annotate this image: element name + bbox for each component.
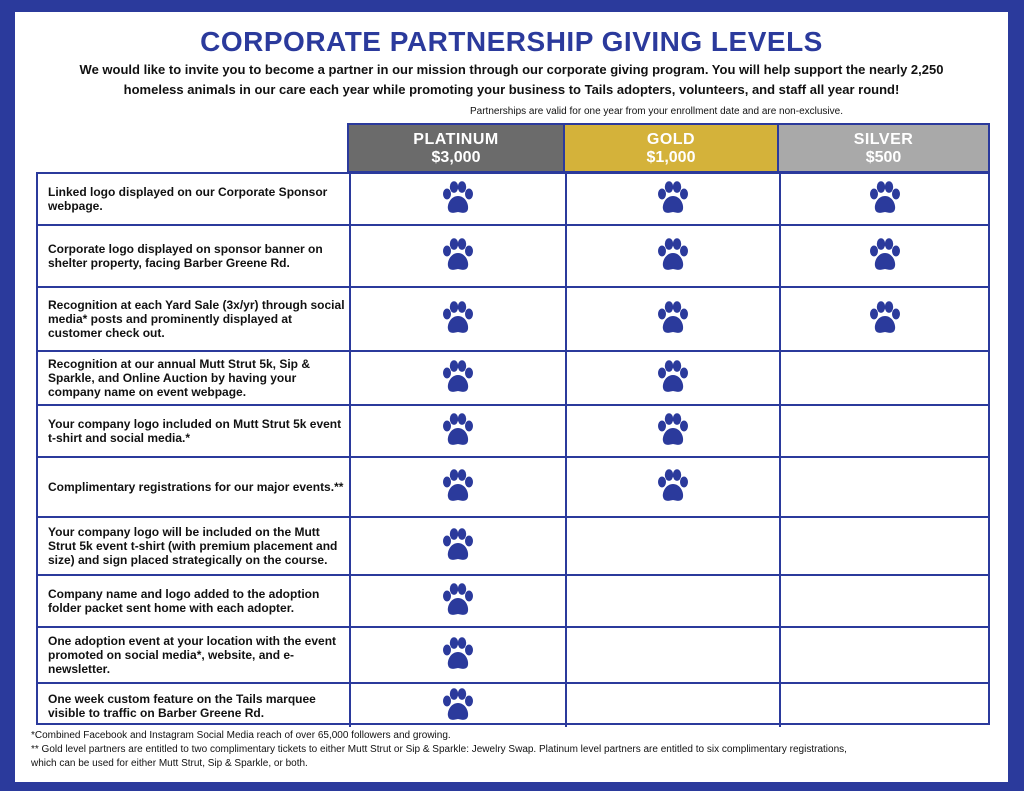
tier-cell-silver bbox=[779, 226, 988, 286]
paw-icon bbox=[438, 686, 478, 726]
tier-cell-platinum bbox=[349, 518, 565, 574]
tier-cell-silver bbox=[779, 684, 988, 727]
tier-cell-silver bbox=[779, 174, 988, 224]
paw-icon bbox=[865, 179, 905, 219]
tier-cell-platinum bbox=[349, 458, 565, 516]
paw-icon bbox=[653, 236, 693, 276]
tier-name: PLATINUM bbox=[413, 131, 499, 148]
table-row bbox=[38, 576, 988, 628]
tier-cell-platinum bbox=[349, 684, 565, 727]
table-row bbox=[38, 352, 988, 406]
paw-icon bbox=[438, 299, 478, 339]
tier-cell-gold bbox=[565, 576, 779, 626]
paw-icon bbox=[653, 358, 693, 398]
benefit-text: Corporate logo displayed on sponsor banner on shelter property, facing Barber Greene Rd. bbox=[48, 242, 323, 270]
intro-line-1: We would like to invite you to become a partner in our mission through our corporate giving program. You will help support the nearly 2,250 bbox=[79, 62, 944, 77]
footnotes bbox=[31, 729, 1001, 771]
table-row bbox=[38, 406, 988, 458]
intro-text bbox=[55, 60, 968, 100]
tier-cell-gold bbox=[565, 352, 779, 404]
benefit-text: Recognition at each Yard Sale (3x/yr) through social media* posts and prominently displayed at customer check out. bbox=[48, 298, 345, 340]
table-row bbox=[38, 684, 988, 727]
validity-note: Partnerships are valid for one year from your enrollment date and are non-exclusive. bbox=[470, 106, 843, 117]
paw-icon bbox=[865, 299, 905, 339]
tier-cell-gold bbox=[565, 406, 779, 456]
table-row bbox=[38, 288, 988, 352]
tier-price: $1,000 bbox=[646, 149, 696, 166]
tier-price: $500 bbox=[865, 149, 902, 166]
tier-cell-silver bbox=[779, 458, 988, 516]
tier-name: SILVER bbox=[853, 131, 914, 148]
tier-cell-silver bbox=[779, 518, 988, 574]
tier-header-silver bbox=[777, 123, 990, 173]
benefit-text: One week custom feature on the Tails marquee visible to traffic on Barber Greene Rd. bbox=[48, 691, 316, 720]
tier-cell-silver bbox=[779, 352, 988, 404]
benefit-text: One adoption event at your location with the event promoted on social media*, website, and e-newsletter. bbox=[48, 634, 337, 676]
benefit-text: Recognition at our annual Mutt Strut 5k, Sip & Sparkle, and Online Auction by having your company name on event webpage. bbox=[48, 357, 311, 399]
benefit-text: Your company logo included on Mutt Strut 5k event t-shirt and social media.* bbox=[48, 417, 342, 445]
tier-cell-silver bbox=[779, 576, 988, 626]
table-row bbox=[38, 458, 988, 518]
tier-cell-platinum bbox=[349, 628, 565, 682]
tier-cell-silver bbox=[779, 628, 988, 682]
benefit-text: Linked logo displayed on our Corporate Sponsor webpage. bbox=[48, 185, 328, 213]
table-row bbox=[38, 226, 988, 288]
footnote-3: which can be used for either Mutt Strut, Sip & Sparkle, or both. bbox=[31, 758, 308, 769]
tier-price: $3,000 bbox=[431, 149, 481, 166]
intro-line-2: homeless animals in our care each year while promoting your business to Tails adopters, volunteers, and staff all year round! bbox=[123, 82, 900, 97]
table-row bbox=[38, 518, 988, 576]
paw-icon bbox=[438, 358, 478, 398]
tier-name: GOLD bbox=[646, 131, 696, 148]
paw-icon bbox=[438, 411, 478, 451]
tier-cell-platinum bbox=[349, 174, 565, 224]
paw-icon bbox=[653, 411, 693, 451]
tier-cell-platinum bbox=[349, 352, 565, 404]
tier-cell-gold bbox=[565, 174, 779, 224]
benefit-text: Your company logo will be included on the Mutt Strut 5k event t-shirt (with premium placement and size) and sign placed strategically on the course. bbox=[48, 525, 338, 567]
footnote-1: *Combined Facebook and Instagram Social Media reach of over 65,000 followers and growing. bbox=[31, 730, 451, 741]
tier-cell-platinum bbox=[349, 226, 565, 286]
tier-cell-platinum bbox=[349, 576, 565, 626]
benefits-table bbox=[36, 172, 990, 725]
paw-icon bbox=[653, 467, 693, 507]
table-row bbox=[38, 628, 988, 684]
tier-header-platinum bbox=[347, 123, 565, 173]
tier-cell-silver bbox=[779, 288, 988, 350]
tier-cell-platinum bbox=[349, 288, 565, 350]
tier-header-gold bbox=[563, 123, 779, 173]
paw-icon bbox=[438, 236, 478, 276]
paw-icon bbox=[865, 236, 905, 276]
paw-icon bbox=[653, 179, 693, 219]
tier-cell-gold bbox=[565, 288, 779, 350]
table-row bbox=[38, 174, 988, 226]
page-title: CORPORATE PARTNERSHIP GIVING LEVELS bbox=[200, 26, 823, 57]
paw-icon bbox=[438, 179, 478, 219]
paw-icon bbox=[653, 299, 693, 339]
tier-cell-gold bbox=[565, 226, 779, 286]
paw-icon bbox=[438, 467, 478, 507]
tier-cell-silver bbox=[779, 406, 988, 456]
tier-cell-gold bbox=[565, 518, 779, 574]
benefit-text: Complimentary registrations for our major events.** bbox=[48, 480, 344, 494]
benefit-text: Company name and logo added to the adoption folder packet sent home with each adopter. bbox=[48, 587, 320, 615]
paw-icon bbox=[438, 635, 478, 675]
tier-cell-gold bbox=[565, 628, 779, 682]
paw-icon bbox=[438, 581, 478, 621]
footnote-2: ** Gold level partners are entitled to two complimentary tickets to either Mutt Strut or Sip & Sparkle: Jewelry Swap. Platinum level partners are entitled to six complimentary registrations, bbox=[31, 744, 847, 755]
tier-cell-gold bbox=[565, 684, 779, 727]
tier-cell-gold bbox=[565, 458, 779, 516]
tier-cell-platinum bbox=[349, 406, 565, 456]
paw-icon bbox=[438, 526, 478, 566]
document-page bbox=[15, 12, 1008, 782]
